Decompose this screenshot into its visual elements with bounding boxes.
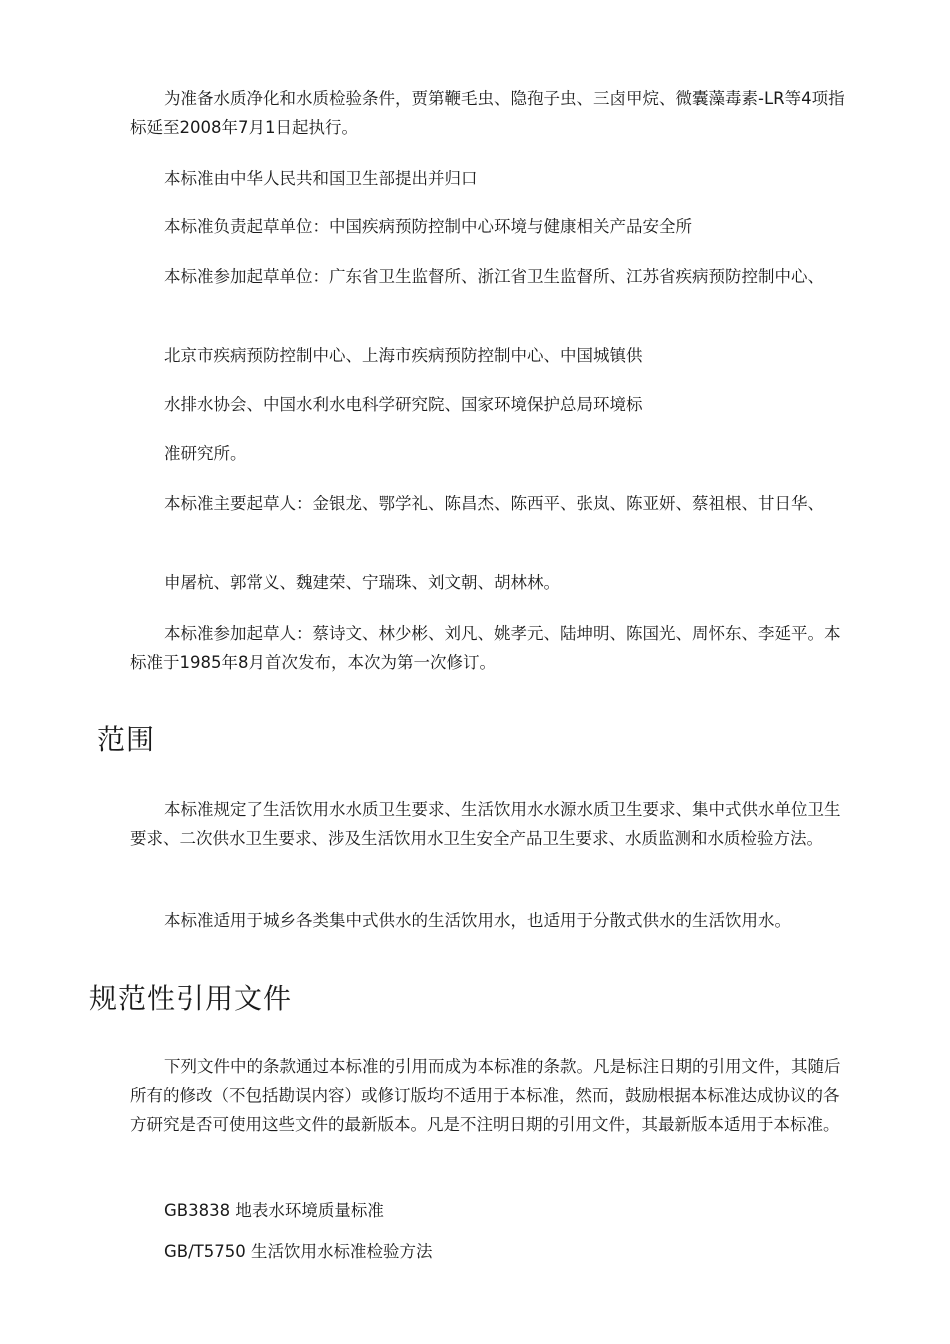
- intro-paragraph-participating-drafters: 本标准参加起草人：蔡诗文、林少彬、刘凡、姚孝元、陆坤明、陈国光、周怀东、李延平。本标准于1985年8月首次发布，本次为第一次修订。: [130, 624, 841, 672]
- scope-paragraph-content: 本标准规定了生活饮用水水质卫生要求、生活饮用水水源水质卫生要求、集中式供水单位卫生要求、二次供水卫生要求、涉及生活饮用水卫生安全产品卫生要求、水质监测和水质检验方法。: [130, 800, 841, 848]
- section-heading-scope: 范围: [97, 723, 156, 756]
- intro-paragraph-implementation: 为准备水质净化和水质检验条件，贾第鞭毛虫、隐孢子虫、三卤甲烷、微囊藻毒素-LR等4项指标延至2008年7月1日起执行。: [130, 89, 845, 137]
- intro-paragraph-participating-units: 本标准参加起草单位：广东省卫生监督所、浙江省卫生监督所、江苏省疾病预防控制中心、: [164, 267, 824, 286]
- intro-paragraph-main-drafters: 本标准主要起草人：金银龙、鄂学礼、陈昌杰、陈西平、张岚、陈亚妍、蔡祖根、甘日华、: [164, 494, 824, 513]
- section-heading-normative-references: 规范性引用文件: [89, 982, 293, 1015]
- reference-item-gbt5750: GB/T5750 生活饮用水标准检验方法: [164, 1242, 433, 1261]
- scope-paragraph-applicability: 本标准适用于城乡各类集中式供水的生活饮用水，也适用于分散式供水的生活饮用水。: [164, 911, 791, 930]
- intro-paragraph-units-line4: 准研究所。: [164, 444, 247, 463]
- reference-item-gb3838: GB3838 地表水环境质量标准: [164, 1201, 384, 1220]
- intro-paragraph-units-line2: 北京市疾病预防控制中心、上海市疾病预防控制中心、中国城镇供: [164, 346, 643, 365]
- intro-paragraph-lead-drafter: 本标准负责起草单位：中国疾病预防控制中心环境与健康相关产品安全所: [164, 217, 692, 236]
- intro-paragraph-units-line3: 水排水协会、中国水利水电科学研究院、国家环境保护总局环境标: [164, 395, 643, 414]
- intro-paragraph-proposer: 本标准由中华人民共和国卫生部提出并归口: [164, 169, 478, 188]
- references-paragraph: 下列文件中的条款通过本标准的引用而成为本标准的条款。凡是标注日期的引用文件，其随后所有的修改（不包括勘误内容）或修订版均不适用于本标准，然而，鼓励根据本标准达成协议的各方研究是否可使用这些文件的最新版本。凡是不注明日期的引用文件，其最新版本适用于本标准。: [130, 1057, 841, 1134]
- intro-paragraph-main-drafters-cont: 申屠杭、郭常义、魏建荣、宁瑞珠、刘文朝、胡林林。: [164, 573, 560, 592]
